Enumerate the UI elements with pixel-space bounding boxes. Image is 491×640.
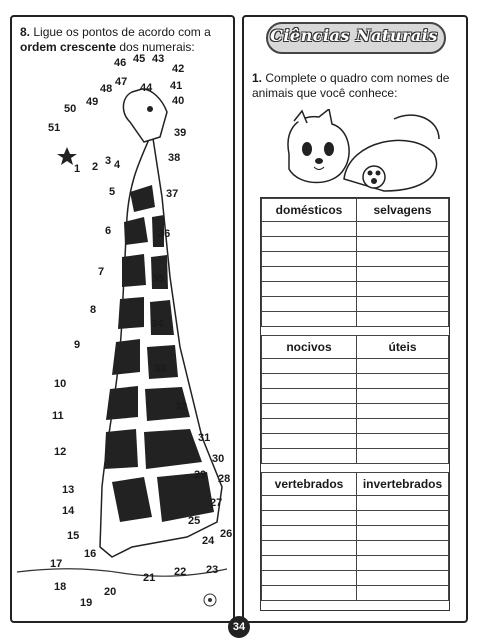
table-row — [262, 389, 449, 404]
answer-cell[interactable] — [262, 252, 357, 267]
giraffe-dot-to-dot-illustration — [12, 17, 233, 621]
answer-cell[interactable] — [357, 374, 449, 389]
answer-cell[interactable] — [357, 496, 449, 511]
answer-cell[interactable] — [357, 434, 449, 449]
answer-cell[interactable] — [262, 282, 357, 297]
answer-cell[interactable] — [262, 404, 357, 419]
dot-number: 1 — [74, 163, 81, 175]
activity-panel-right — [242, 15, 468, 623]
subject-banner — [266, 22, 442, 52]
table-row — [262, 282, 449, 297]
question-line-1: Ligue os pontos de acordo com a — [33, 25, 211, 39]
dot-number: 29 — [194, 469, 207, 481]
dot-number: 21 — [143, 572, 156, 584]
table-row — [262, 297, 449, 312]
dot-number: 32 — [175, 401, 188, 413]
question-bold-phrase: ordem crescente — [20, 40, 117, 54]
question-body: Complete o quadro com nomes de animais que você conhece: — [252, 71, 450, 100]
dot-number: 22 — [174, 566, 187, 578]
dot-number: 46 — [114, 57, 127, 69]
dot-number: 48 — [100, 83, 113, 95]
dot-number: 50 — [64, 103, 77, 115]
answer-cell[interactable] — [262, 511, 357, 526]
dot-number: 23 — [206, 564, 219, 576]
dot-number: 27 — [210, 497, 223, 509]
dot-number: 10 — [54, 378, 67, 390]
header-invertebrados: invertebrados — [357, 473, 449, 496]
dot-number: 18 — [54, 581, 67, 593]
answer-cell[interactable] — [262, 297, 357, 312]
table-row — [262, 511, 449, 526]
table-section-3 — [261, 472, 449, 601]
dot-number: 31 — [198, 432, 211, 444]
answer-cell[interactable] — [357, 237, 449, 252]
header-uteis: úteis — [357, 336, 449, 359]
table-row — [262, 419, 449, 434]
dot-number: 3 — [105, 155, 112, 167]
answer-cell[interactable] — [357, 359, 449, 374]
question-number: 1. — [252, 71, 263, 85]
answer-cell[interactable] — [262, 359, 357, 374]
dot-number: 38 — [168, 152, 181, 164]
table-row — [262, 404, 449, 419]
header-vertebrados: vertebrados — [262, 473, 357, 496]
dot-number: 26 — [220, 528, 233, 540]
answer-cell[interactable] — [262, 556, 357, 571]
table-section-2 — [261, 335, 449, 464]
table-row — [262, 449, 449, 464]
table-row — [262, 571, 449, 586]
animal-classification-table — [260, 197, 450, 611]
answer-cell[interactable] — [262, 222, 357, 237]
answer-cell[interactable] — [357, 389, 449, 404]
dot-number: 24 — [202, 535, 215, 547]
dot-number: 8 — [90, 304, 97, 316]
table-header-row — [262, 336, 449, 359]
dot-number: 9 — [74, 339, 81, 351]
answer-cell[interactable] — [262, 541, 357, 556]
dot-number: 17 — [50, 558, 63, 570]
table-section-1 — [261, 198, 449, 327]
dot-number: 49 — [86, 96, 99, 108]
answer-cell[interactable] — [357, 222, 449, 237]
page-number: 34 — [228, 616, 250, 638]
dot-number: 20 — [104, 586, 117, 598]
dot-number: 12 — [54, 446, 67, 458]
dot-number: 30 — [212, 453, 225, 465]
answer-cell[interactable] — [357, 282, 449, 297]
answer-cell[interactable] — [262, 586, 357, 601]
table-row — [262, 252, 449, 267]
dot-number: 36 — [158, 228, 171, 240]
table-row — [262, 496, 449, 511]
table-row — [262, 359, 449, 374]
dot-number: 4 — [114, 159, 121, 171]
table-row — [262, 312, 449, 327]
answer-cell[interactable] — [357, 419, 449, 434]
dot-number: 16 — [84, 548, 97, 560]
table-row — [262, 237, 449, 252]
dot-number: 11 — [52, 410, 64, 422]
answer-cell[interactable] — [357, 267, 449, 282]
dot-number: 39 — [174, 127, 187, 139]
dot-number: 33 — [154, 363, 167, 375]
answer-cell[interactable] — [262, 496, 357, 511]
dot-number: 37 — [166, 188, 179, 200]
dot-number: 2 — [92, 161, 99, 173]
answer-cell[interactable] — [262, 419, 357, 434]
table-row — [262, 541, 449, 556]
answer-cell[interactable] — [262, 267, 357, 282]
dot-number: 15 — [67, 530, 80, 542]
dot-number: 19 — [80, 597, 93, 609]
header-selvagens: selvagens — [357, 199, 449, 222]
dot-number: 40 — [172, 95, 185, 107]
table-row — [262, 267, 449, 282]
header-domesticos: domésticos — [262, 199, 357, 222]
table-row — [262, 222, 449, 237]
dot-number: 5 — [109, 186, 116, 198]
table-row — [262, 586, 449, 601]
answer-cell[interactable] — [357, 511, 449, 526]
table-header-row — [262, 473, 449, 496]
answer-cell[interactable] — [357, 297, 449, 312]
dot-number: 47 — [115, 76, 128, 88]
answer-cell[interactable] — [262, 434, 357, 449]
answer-cell[interactable] — [357, 404, 449, 419]
dot-number: 7 — [98, 266, 105, 278]
dot-number: 43 — [152, 53, 165, 65]
answer-cell[interactable] — [262, 237, 357, 252]
dot-number: 35 — [152, 273, 165, 285]
answer-cell[interactable] — [262, 526, 357, 541]
dot-number: 41 — [170, 80, 183, 92]
answer-cell[interactable] — [357, 571, 449, 586]
table-row — [262, 526, 449, 541]
answer-cell[interactable] — [262, 571, 357, 586]
answer-cell[interactable] — [262, 389, 357, 404]
answer-cell[interactable] — [262, 449, 357, 464]
answer-cell[interactable] — [357, 541, 449, 556]
subject-title: Ciências Naturais — [270, 26, 438, 45]
dot-number: 6 — [105, 225, 112, 237]
dot-number: 45 — [133, 53, 146, 65]
answer-cell[interactable] — [357, 252, 449, 267]
table-row — [262, 374, 449, 389]
answer-cell[interactable] — [262, 374, 357, 389]
dot-number: 42 — [172, 63, 185, 75]
dot-number: 51 — [48, 122, 61, 134]
question-line-2: dos numerais: — [116, 40, 195, 54]
activity-panel-left — [10, 15, 235, 623]
dot-number: 14 — [62, 505, 75, 517]
question-number: 8. — [20, 25, 31, 39]
answer-cell[interactable] — [262, 312, 357, 327]
dot-number: 25 — [188, 515, 201, 527]
cat-illustration — [274, 109, 444, 199]
table-header-row — [262, 199, 449, 222]
table-row — [262, 434, 449, 449]
answer-cell[interactable] — [357, 586, 449, 601]
dot-number: 44 — [140, 82, 153, 94]
header-nocivos: nocivos — [262, 336, 357, 359]
answer-cell[interactable] — [357, 449, 449, 464]
answer-cell[interactable] — [357, 526, 449, 541]
question-1-text — [252, 71, 457, 101]
dot-number: 34 — [151, 318, 164, 330]
answer-cell[interactable] — [357, 312, 449, 327]
dot-number: 28 — [218, 473, 231, 485]
table-row — [262, 556, 449, 571]
dot-number: 13 — [62, 484, 75, 496]
answer-cell[interactable] — [357, 556, 449, 571]
